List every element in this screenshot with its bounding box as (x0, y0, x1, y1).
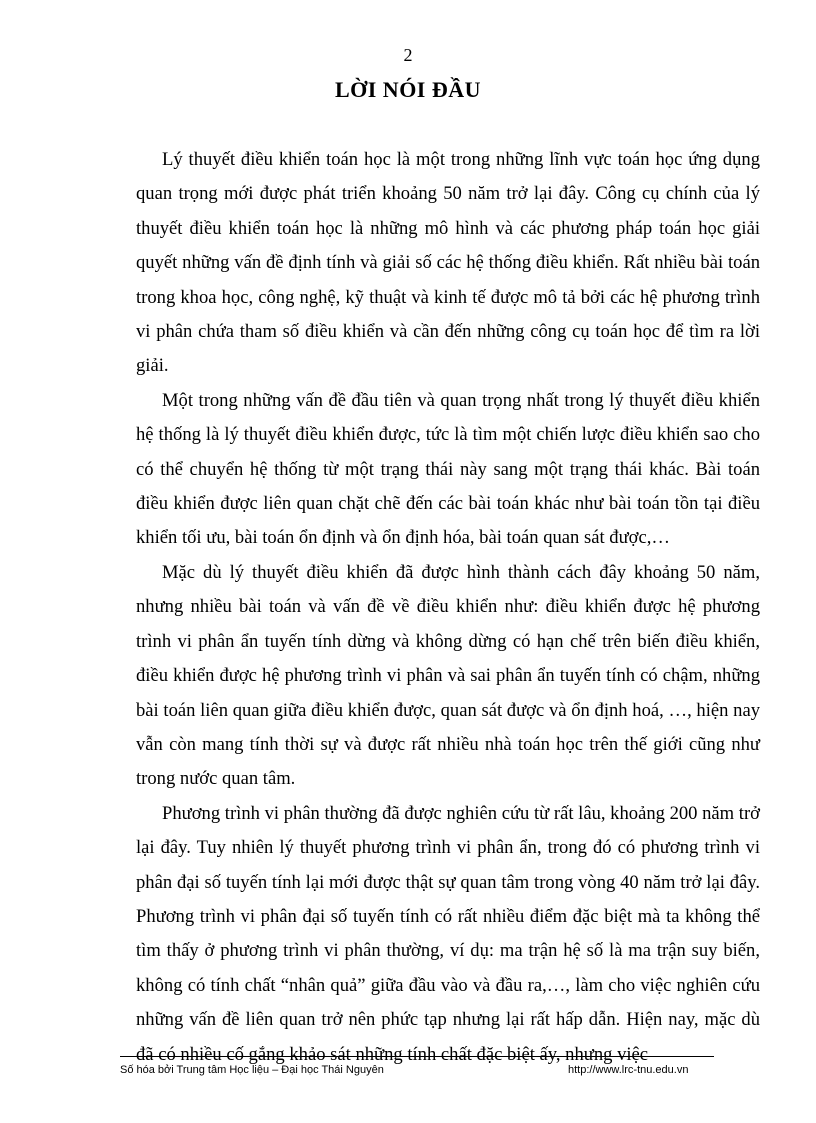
page-title: LỜI NÓI ĐẦU (334, 77, 482, 102)
footer-url: http://www.lrc-tnu.edu.vn (568, 1064, 689, 1076)
page-number: 2 (403, 45, 413, 65)
paragraph: Mặc dù lý thuyết điều khiển đã được hình thành cách đây khoảng 50 năm, nhưng nhiều bài toán và vấn đề về điều khiển như: điều khiển được hệ phương trình vi phân ẩn tuyến tính dừng và không dừng có hạn chế trên biến điều khiển, điều khiển được hệ phương trình vi phân và sai phân ẩn tuyến tính có chậm, những bài toán liên quan giữa điều khiển được, quan sát được và ổn định hoá, …, hiện nay vẫn còn mang tính thời sự và được rất nhiều nhà toán học trên thế giới cũng như trong nước quan tâm. (136, 561, 760, 790)
footer-source-text: Số hóa bởi Trung tâm Học liệu – Đại học Thái Nguyên (120, 1064, 384, 1076)
paragraph: Lý thuyết điều khiển toán học là một trong những lĩnh vực toán học ứng dụng quan trọng mới được phát triển khoảng 50 năm trở lại đây. Công cụ chính của lý thuyết điều khiển toán học là những mô hình và các phương pháp toán học giải quyết những vấn đề định tính và giải số các hệ thống điều khiển. Rất nhiều bài toán trong khoa học, công nghệ, kỹ thuật và kinh tế được mô tả bởi các hệ phương trình vi phân chứa tham số điều khiển và cần đến những công cụ toán học để tìm ra lời giải. (136, 149, 760, 377)
paragraph: Một trong những vấn đề đầu tiên và quan trọng nhất trong lý thuyết điều khiển hệ thống là lý thuyết điều khiển được, tức là tìm một chiến lược điều khiển sao cho có thể chuyển hệ thống từ một trạng thái này sang một trạng thái khác. Bài toán điều khiển được liên quan chặt chẽ đến các bài toán khác như bài toán tồn tại điều khiển tối ưu, bài toán ổn định và ổn định hóa, bài toán quan sát được,… (136, 389, 760, 549)
paragraph: Phương trình vi phân thường đã được nghiên cứu từ rất lâu, khoảng 200 năm trở lại đây. Tuy nhiên lý thuyết phương trình vi phân ẩn, trong đó có phương trình vi phân đại số tuyến tính lại mới được thật sự quan tâm trong vòng 40 năm trở lại đây. Phương trình vi phân đại số tuyến tính có rất nhiều điểm đặc biệt mà ta không thể tìm thấy ở phương trình vi phân thường, ví dụ: ma trận hệ số là ma trận suy biến, không có tính chất “nhân quả” giữa đầu vào và đầu ra,…, làm cho việc nghiên cứu những vấn đề liên quan trở nên phức tạp nhưng lại rất hấp dẫn. Hiện nay, mặc dù đã có nhiều cố gắng khảo sát những tính chất đặc biệt ấy, nhưng việc (136, 802, 760, 1065)
footer-divider (120, 1056, 714, 1057)
document-body (136, 143, 760, 1072)
